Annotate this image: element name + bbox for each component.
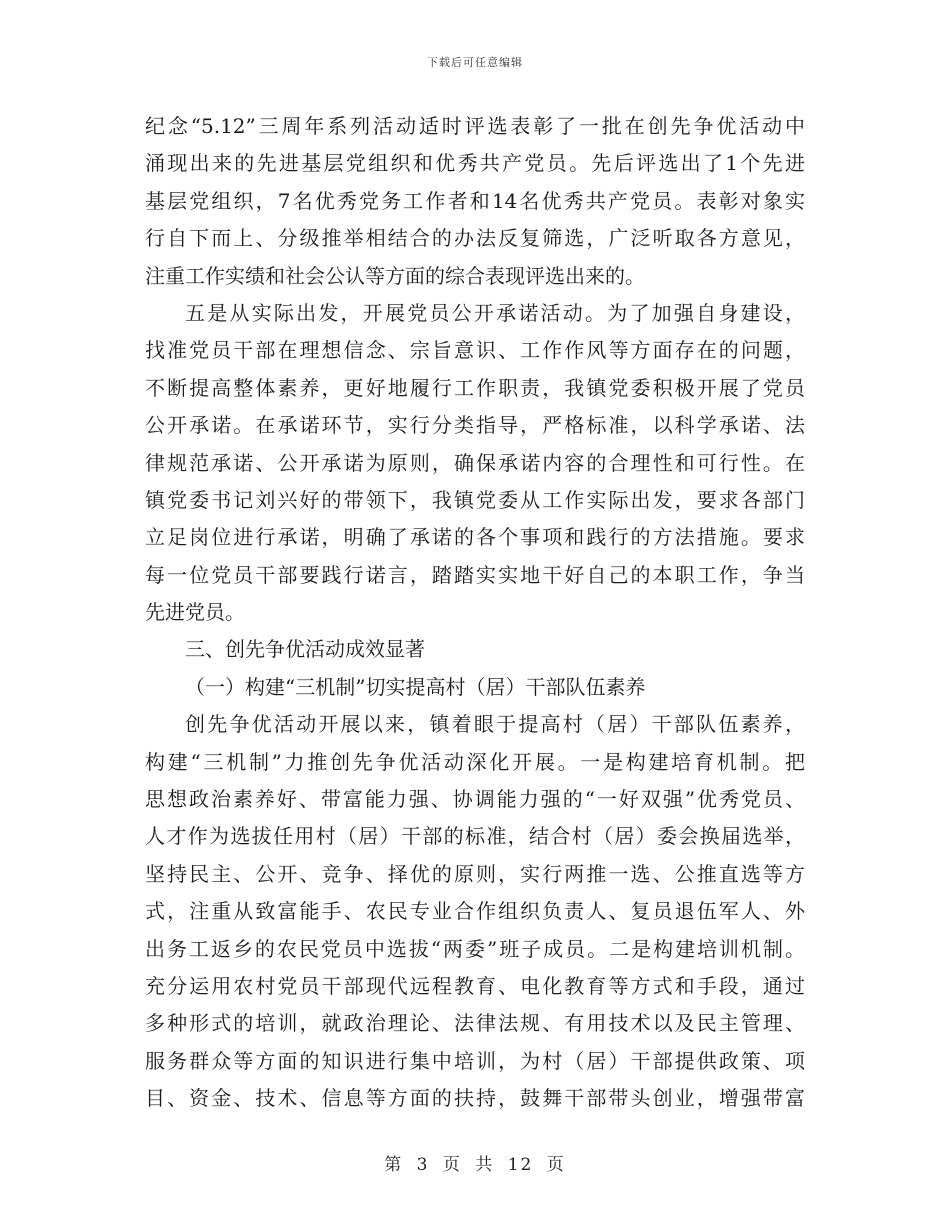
text-line: 不断提高整体素养，更好地履行工作职责，我镇党委积极开展了党员 bbox=[145, 375, 805, 400]
text-line: 多种形式的培训，就政治理论、法律法规、有用技术以及民主管理、 bbox=[145, 1011, 805, 1036]
text-line: 式，注重从致富能手、农民专业合作组织负责人、复员退伍军人、外 bbox=[145, 899, 805, 924]
text-line: 涌现出来的先进基层党组织和优秀共产党员。先后评选出了1个先进 bbox=[145, 151, 805, 176]
text-line: 基层党组织，7名优秀党务工作者和14名优秀共产党员。表彰对象实 bbox=[145, 188, 805, 213]
text-line: 律规范承诺、公开承诺为原则，确保承诺内容的合理性和可行性。在 bbox=[145, 450, 805, 475]
text-line: 每一位党员干部要践行诺言，踏踏实实地干好自己的本职工作，争当 bbox=[145, 562, 805, 587]
text-line: 出务工返乡的农民党员中选拔“两委”班子成员。二是构建培训机制。 bbox=[145, 936, 805, 961]
text-line: 纪念“5.12”三周年系列活动适时评选表彰了一批在创先争优活动中 bbox=[145, 114, 805, 138]
document-body bbox=[145, 108, 805, 1118]
text-line: 注重工作实绩和社会公认等方面的综合表现评选出来的。 bbox=[145, 263, 645, 288]
paragraph-first-line: 五是从实际出发，开展党员公开承诺活动。为了加强自身建设， bbox=[185, 300, 805, 325]
text-line: 公开承诺。在承诺环节，实行分类指导，严格标准，以科学承诺、法 bbox=[145, 413, 805, 438]
subsection-heading: （一）构建“三机制”切实提高村（居）干部队伍素养 bbox=[185, 674, 646, 699]
text-line: 人才作为选拔任用村（居）干部的标准，结合村（居）委会换届选举， bbox=[145, 824, 805, 849]
paragraph-first-line: 创先争优活动开展以来，镇着眼于提高村（居）干部队伍素养， bbox=[185, 712, 805, 737]
text-line: 构建“三机制”力推创先争优活动深化开展。一是构建培育机制。把 bbox=[145, 749, 805, 774]
text-line: 服务群众等方面的知识进行集中培训，为村（居）干部提供政策、项 bbox=[145, 1048, 805, 1073]
text-line: 充分运用农村党员干部现代远程教育、电化教育等方式和手段，通过 bbox=[145, 973, 805, 998]
text-line: 坚持民主、公开、竞争、择优的原则，实行两推一选、公推直选等方 bbox=[145, 861, 805, 886]
text-line: 思想政治素养好、带富能力强、协调能力强的“一好双强”优秀党员、 bbox=[145, 787, 805, 812]
text-line: 先进党员。 bbox=[145, 600, 245, 625]
text-line: 镇党委书记刘兴好的带领下，我镇党委从工作实际出发，要求各部门 bbox=[145, 487, 805, 512]
text-line: 立足岗位进行承诺，明确了承诺的各个事项和践行的方法措施。要求 bbox=[145, 525, 805, 550]
page-header: 下载后可任意编辑 bbox=[427, 56, 523, 69]
text-line: 行自下而上、分级推举相结合的办法反复筛选，广泛听取各方意见， bbox=[145, 226, 805, 251]
page-number-footer: 第 3 页 共 12 页 bbox=[384, 1155, 566, 1175]
text-line: 目、资金、技术、信息等方面的扶持，鼓舞干部带头创业，增强带富 bbox=[145, 1086, 805, 1111]
text-line: 找准党员干部在理想信念、宗旨意识、工作作风等方面存在的问题， bbox=[145, 338, 805, 363]
section-heading: 三、创先争优活动成效显著 bbox=[185, 637, 425, 662]
